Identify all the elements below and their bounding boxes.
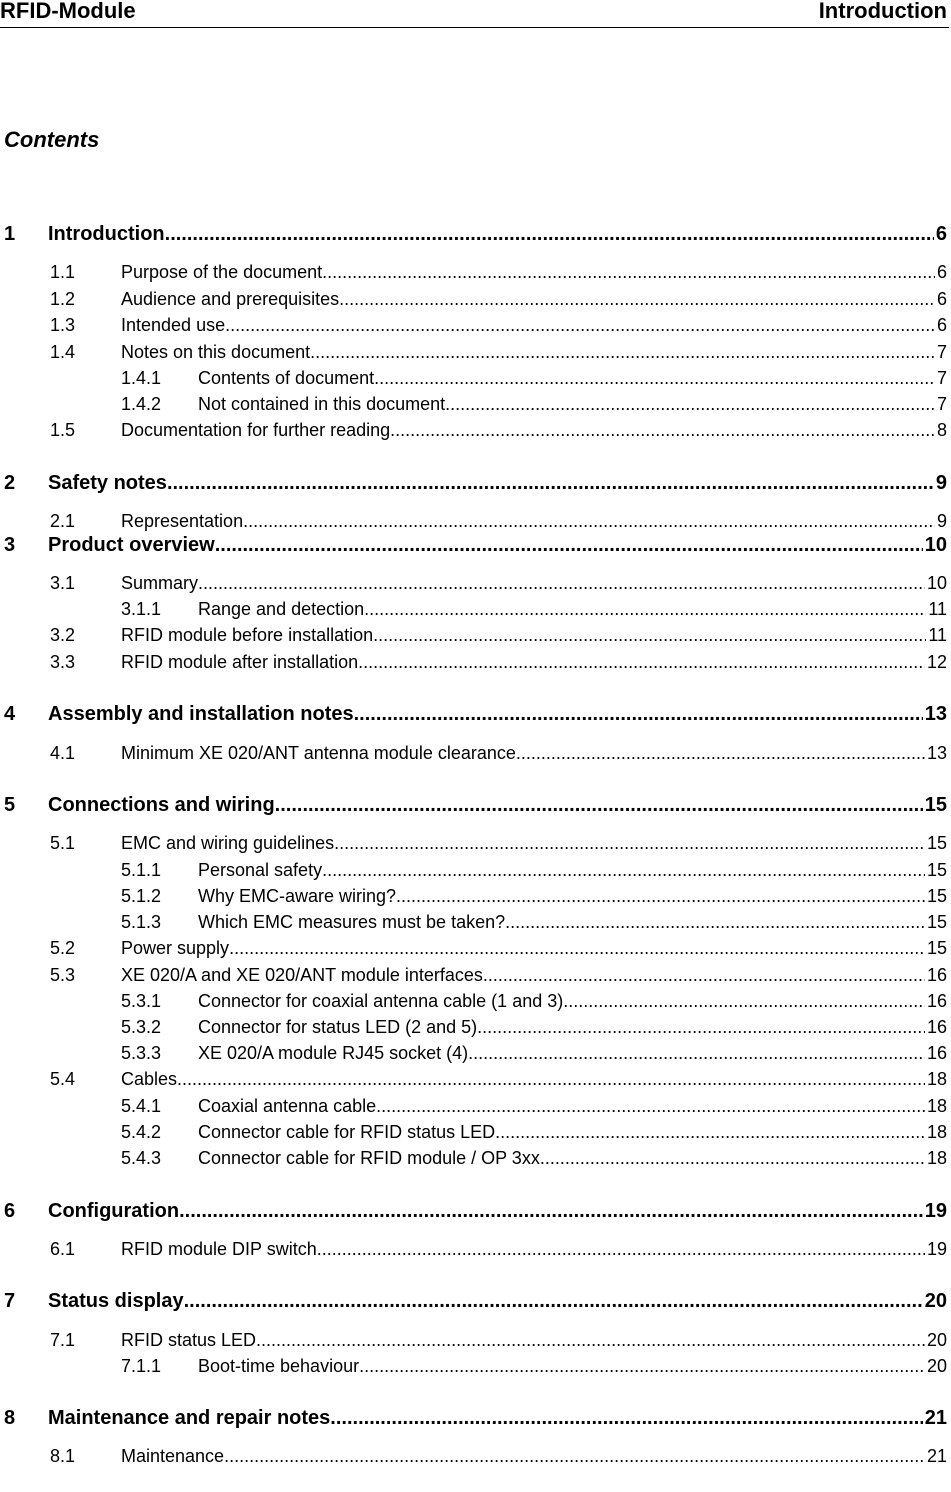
toc-entry-title: Summary [121, 573, 199, 593]
toc-entry-page-number: 15 [926, 912, 947, 932]
toc-entry-number: 7.1 [50, 1330, 76, 1350]
toc-entry-page-number: 9 [936, 511, 947, 531]
toc-dot-leader [322, 259, 935, 285]
toc-entry-title: Not contained in this document [198, 394, 446, 414]
toc-dot-leader [516, 740, 925, 766]
toc-entry-number: 1.5 [50, 420, 76, 440]
toc-dot-leader [330, 1405, 922, 1431]
toc-entry-number: 3.3 [50, 652, 76, 672]
toc-entry-title: Power supply [121, 938, 230, 958]
toc-entry-page-number: 7 [936, 368, 947, 388]
toc-entry-page-number: 18 [926, 1148, 947, 1168]
toc-entry-page-number: 19 [926, 1239, 947, 1259]
page-header [0, 0, 949, 28]
toc-dot-leader [256, 1327, 925, 1353]
toc-dot-leader [445, 391, 935, 417]
toc-entry-page-number: 20 [924, 1290, 947, 1312]
toc-entry-page-number: 21 [924, 1407, 947, 1429]
toc-entry[interactable] [4, 532, 947, 558]
toc-entry[interactable] [121, 909, 947, 935]
toc-entry[interactable] [50, 286, 947, 312]
toc-dot-leader [243, 508, 935, 534]
toc-dot-leader [468, 1040, 925, 1066]
toc-entry-number: 1.4.1 [121, 368, 162, 388]
toc-entry[interactable] [4, 1405, 947, 1431]
toc-entry[interactable] [121, 988, 947, 1014]
toc-dot-leader [167, 470, 934, 496]
toc-dot-leader [179, 1198, 923, 1224]
toc-entry[interactable] [50, 649, 947, 675]
toc-entry-title: Why EMC-aware wiring? [198, 886, 397, 906]
toc-entry-page-number: 8 [936, 420, 947, 440]
toc-entry-page-number: 7 [936, 342, 947, 362]
toc-entry[interactable] [4, 1198, 947, 1224]
toc-entry-title: Cables [121, 1069, 178, 1089]
toc-entry-title: EMC and wiring guidelines [121, 833, 335, 853]
toc-entry[interactable] [121, 1353, 947, 1379]
toc-entry[interactable] [50, 508, 947, 534]
toc-dot-leader [483, 962, 925, 988]
toc-entry-title: Connector cable for RFID status LED [198, 1122, 496, 1142]
toc-entry-number: 5 [4, 794, 16, 816]
toc-entry[interactable] [121, 1119, 947, 1145]
toc-entry-title: Product overview [48, 534, 215, 556]
toc-entry[interactable] [50, 417, 947, 443]
toc-dot-leader [184, 1288, 923, 1314]
toc-dot-leader [477, 1014, 925, 1040]
toc-dot-leader [505, 909, 925, 935]
toc-entry[interactable] [50, 339, 947, 365]
toc-dot-leader [563, 988, 925, 1014]
toc-entry-page-number: 7 [936, 394, 947, 414]
toc-dot-leader [376, 1093, 925, 1119]
toc-dot-leader [177, 1066, 925, 1092]
toc-entry-page-number: 19 [924, 1200, 947, 1222]
toc-dot-leader [390, 417, 935, 443]
toc-entry-number: 8.1 [50, 1446, 76, 1466]
toc-entry-title: Safety notes [48, 472, 167, 494]
toc-entry-number: 7.1.1 [121, 1356, 162, 1376]
toc-entry-title: Introduction [48, 223, 165, 245]
toc-entry-title: Personal safety [198, 860, 323, 880]
toc-dot-leader [334, 830, 925, 856]
toc-entry-title: RFID module DIP switch [121, 1239, 317, 1259]
toc-entry[interactable] [4, 701, 947, 727]
toc-entry-page-number: 10 [926, 573, 947, 593]
toc-dot-leader [495, 1119, 925, 1145]
toc-entry-page-number: 20 [926, 1356, 947, 1376]
toc-entry-number: 5.1 [50, 833, 76, 853]
toc-entry-number: 3 [4, 534, 16, 556]
toc-entry-number: 4.1 [50, 743, 76, 763]
toc-entry-number: 8 [4, 1407, 16, 1429]
toc-entry-number: 1.1 [50, 262, 76, 282]
toc-entry[interactable] [50, 1236, 947, 1262]
toc-dot-leader [317, 1236, 925, 1262]
toc-dot-leader [373, 622, 926, 648]
toc-dot-leader [224, 1443, 925, 1469]
toc-dot-leader [165, 221, 934, 247]
toc-entry-page-number: 20 [926, 1330, 947, 1350]
toc-entry-page-number: 16 [926, 1043, 947, 1063]
toc-entry-number: 6.1 [50, 1239, 76, 1259]
toc-entry[interactable] [121, 1040, 947, 1066]
toc-entry-page-number: 16 [926, 1017, 947, 1037]
toc-entry-title: Documentation for further reading [121, 420, 391, 440]
toc-entry[interactable] [121, 857, 947, 883]
toc-entry[interactable] [121, 1014, 947, 1040]
toc-entry-page-number: 15 [924, 794, 947, 816]
toc-entry-number: 3.2 [50, 625, 76, 645]
toc-entry-number: 5.1.3 [121, 912, 162, 932]
toc-entry[interactable] [50, 935, 947, 961]
toc-entry-title: Intended use [121, 315, 226, 335]
toc-entry-page-number: 6 [936, 315, 947, 335]
toc-entry-number: 1.2 [50, 289, 76, 309]
toc-dot-leader [374, 365, 935, 391]
toc-entry-title: Which EMC measures must be taken? [198, 912, 506, 932]
toc-entry[interactable] [121, 1145, 947, 1171]
toc-entry-page-number: 18 [926, 1096, 947, 1116]
toc-dot-leader [540, 1145, 925, 1171]
toc-entry-number: 1.4.2 [121, 394, 162, 414]
toc-entry-page-number: 11 [928, 599, 947, 619]
toc-dot-leader [396, 883, 925, 909]
toc-dot-leader [359, 1353, 925, 1379]
toc-entry-number: 1.3 [50, 315, 76, 335]
toc-entry[interactable] [121, 365, 947, 391]
toc-dot-leader [198, 570, 925, 596]
toc-entry-title: Configuration [48, 1200, 180, 1222]
toc-entry-number: 5.4.1 [121, 1096, 162, 1116]
toc-entry-page-number: 10 [924, 534, 947, 556]
toc-dot-leader [354, 701, 923, 727]
toc-entry-page-number: 9 [935, 472, 947, 494]
toc-entry-title: XE 020/A module RJ45 socket (4) [198, 1043, 469, 1063]
toc-entry-number: 5.3.1 [121, 991, 162, 1011]
toc-entry-number: 3.1.1 [121, 599, 162, 619]
toc-entry-title: Purpose of the document [121, 262, 323, 282]
toc-entry-title: Assembly and installation notes [48, 703, 354, 725]
toc-entry-title: Connector for status LED (2 and 5) [198, 1017, 478, 1037]
toc-entry-title: Connections and wiring [48, 794, 275, 816]
toc-entry[interactable] [50, 570, 947, 596]
toc-entry[interactable] [50, 259, 947, 285]
toc-dot-leader [364, 596, 926, 622]
toc-entry-number: 4 [4, 703, 16, 725]
toc-entry-number: 2.1 [50, 511, 76, 531]
toc-entry-title: Minimum XE 020/ANT antenna module clearance [121, 743, 516, 763]
toc-entry[interactable] [50, 962, 947, 988]
toc-entry-number: 7 [4, 1290, 16, 1312]
toc-entry-page-number: 18 [926, 1069, 947, 1089]
toc-entry-title: Maintenance [121, 1446, 225, 1466]
toc-entry[interactable] [50, 312, 947, 338]
toc-dot-leader [310, 339, 935, 365]
toc-entry-number: 3.1 [50, 573, 76, 593]
toc-entry-page-number: 12 [926, 652, 947, 672]
toc-entry-number: 5.3.3 [121, 1043, 162, 1063]
toc-dot-leader [322, 857, 925, 883]
toc-entry[interactable] [50, 1066, 947, 1092]
toc-dot-leader [275, 792, 923, 818]
toc-entry-number: 5.4.3 [121, 1148, 162, 1168]
toc-entry-title: Notes on this document [121, 342, 311, 362]
toc-entry-page-number: 15 [926, 938, 947, 958]
toc-entry-number: 5.1.1 [121, 860, 162, 880]
toc-entry-page-number: 18 [926, 1122, 947, 1142]
toc-entry-number: 5.3.2 [121, 1017, 162, 1037]
toc-entry[interactable] [4, 221, 947, 247]
toc-entry-page-number: 15 [926, 860, 947, 880]
toc-entry[interactable] [121, 596, 947, 622]
toc-entry[interactable] [50, 1443, 947, 1469]
toc-entry-page-number: 16 [926, 991, 947, 1011]
toc-entry-page-number: 6 [935, 223, 947, 245]
toc-entry-page-number: 6 [936, 289, 947, 309]
toc-entry-number: 2 [4, 472, 16, 494]
toc-dot-leader [339, 286, 935, 312]
toc-entry-number: 6 [4, 1200, 16, 1222]
toc-entry[interactable] [50, 830, 947, 856]
toc-entry[interactable] [4, 1288, 947, 1314]
toc-dot-leader [225, 312, 935, 338]
toc-entry[interactable] [4, 470, 947, 496]
toc-entry[interactable] [50, 740, 947, 766]
toc-entry-page-number: 13 [926, 743, 947, 763]
toc-entry-page-number: 13 [924, 703, 947, 725]
toc-entry-title: Representation [121, 511, 244, 531]
toc-entry[interactable] [121, 883, 947, 909]
toc-entry-title: RFID module after installation [121, 652, 359, 672]
toc-entry[interactable] [121, 391, 947, 417]
toc-entry-page-number: 16 [926, 965, 947, 985]
toc-entry[interactable] [4, 792, 947, 818]
toc-entry-title: Maintenance and repair notes [48, 1407, 331, 1429]
toc-entry[interactable] [121, 1093, 947, 1119]
page-title: Contents [4, 127, 100, 152]
toc-entry-title: Status display [48, 1290, 184, 1312]
toc-entry-title: RFID module before installation [121, 625, 374, 645]
toc-dot-leader [215, 532, 923, 558]
toc-entry-title: Connector for coaxial antenna cable (1 and 3) [198, 991, 564, 1011]
toc-entry-title: Contents of document [198, 368, 375, 388]
toc-entry-number: 5.2 [50, 938, 76, 958]
toc-entry-page-number: 15 [926, 833, 947, 853]
toc-entry-title: RFID status LED [121, 1330, 257, 1350]
toc-dot-leader [358, 649, 925, 675]
header-section-title: Introduction [818, 0, 947, 23]
toc-entry-title: Connector cable for RFID module / OP 3xx [198, 1148, 540, 1168]
toc-entry-title: XE 020/A and XE 020/ANT module interfaces [121, 965, 483, 985]
toc-entry-number: 1 [4, 223, 16, 245]
toc-entry[interactable] [50, 622, 947, 648]
header-document-title: RFID-Module [0, 0, 136, 23]
toc-entry-page-number: 11 [928, 625, 947, 645]
toc-entry-title: Coaxial antenna cable [198, 1096, 377, 1116]
toc-entry-number: 1.4 [50, 342, 76, 362]
toc-entry-page-number: 6 [936, 262, 947, 282]
toc-entry-title: Audience and prerequisites [121, 289, 340, 309]
toc-entry-number: 5.1.2 [121, 886, 162, 906]
toc-entry[interactable] [50, 1327, 947, 1353]
toc-entry-page-number: 21 [926, 1446, 947, 1466]
toc-entry-number: 5.3 [50, 965, 76, 985]
toc-entry-title: Range and detection [198, 599, 365, 619]
toc-entry-title: Boot-time behaviour [198, 1356, 360, 1376]
toc-entry-page-number: 15 [926, 886, 947, 906]
toc-entry-number: 5.4.2 [121, 1122, 162, 1142]
toc-dot-leader [229, 935, 925, 961]
toc-entry-number: 5.4 [50, 1069, 76, 1089]
